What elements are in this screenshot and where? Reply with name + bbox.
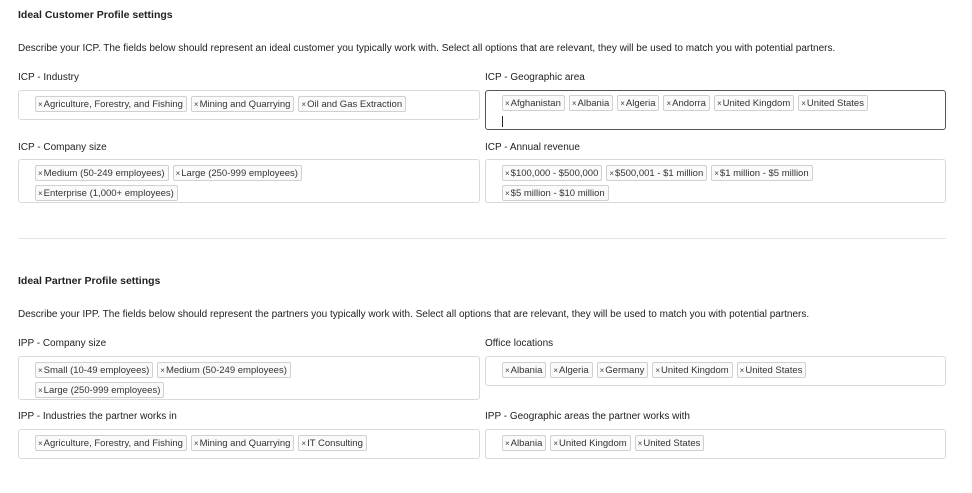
selected-tag <box>550 362 592 378</box>
selected-tag <box>502 95 565 111</box>
selected-tag <box>502 185 609 201</box>
remove-tag-icon[interactable]: × <box>655 365 661 375</box>
tag-label: Algeria <box>559 364 589 376</box>
tag-label: Albania <box>510 437 543 449</box>
ipp-offices-select[interactable] <box>485 356 946 386</box>
tag-label: Germany <box>605 364 645 376</box>
tag-label: Mining and Quarrying <box>199 98 291 110</box>
tag-label: Algeria <box>625 97 656 109</box>
remove-tag-icon[interactable]: × <box>38 385 43 395</box>
remove-tag-icon[interactable]: × <box>599 365 605 375</box>
remove-tag-icon[interactable]: × <box>553 438 559 448</box>
tag-label: United States <box>806 97 864 109</box>
selected-tag <box>35 382 164 398</box>
tag-label: Small (10-49 employees) <box>43 364 150 376</box>
tag-label: Medium (50-249 employees) <box>165 364 287 376</box>
section-divider <box>18 238 946 239</box>
remove-tag-icon[interactable]: × <box>301 438 307 448</box>
selected-tag <box>737 362 807 378</box>
tag-label: United States <box>745 364 803 376</box>
icp-company-size-select[interactable] <box>18 159 480 203</box>
tag-label: Large (250-999 employees) <box>181 167 298 179</box>
remove-tag-icon[interactable]: × <box>38 99 43 109</box>
tag-label: Enterprise (1,000+ employees) <box>43 187 174 199</box>
selected-tag <box>502 362 546 378</box>
selected-tag <box>35 96 187 112</box>
icp-section-description: Describe your ICP. The fields below should represent an ideal customer you typically work with. Select all options that are relevant, they will be used to match you with potential partners. <box>18 43 836 54</box>
tag-label: $500,001 - $1 million <box>615 167 704 179</box>
remove-tag-icon[interactable]: × <box>38 438 43 448</box>
tag-label: Medium (50-249 employees) <box>43 167 165 179</box>
remove-tag-icon[interactable]: × <box>571 98 577 108</box>
selected-tag <box>711 165 812 181</box>
tag-label: Agriculture, Forestry, and Fishing <box>43 437 183 449</box>
ipp-geo-select[interactable] <box>485 429 946 459</box>
selected-tag <box>191 435 295 451</box>
selected-tag <box>502 435 546 451</box>
selected-tag <box>502 165 602 181</box>
remove-tag-icon[interactable]: × <box>193 438 199 448</box>
icp-revenue-label: ICP - Annual revenue <box>485 142 580 153</box>
selected-tag <box>606 165 707 181</box>
selected-tag <box>617 95 659 111</box>
tag-label: $100,000 - $500,000 <box>510 167 599 179</box>
icp-geo-label: ICP - Geographic area <box>485 72 585 83</box>
selected-tag <box>298 96 406 112</box>
tag-label: $1 million - $5 million <box>719 167 809 179</box>
icp-geo-select[interactable] <box>485 90 946 130</box>
remove-tag-icon[interactable]: × <box>666 98 672 108</box>
selected-tag <box>597 362 649 378</box>
tag-label: Agriculture, Forestry, and Fishing <box>43 98 183 110</box>
remove-tag-icon[interactable]: × <box>505 168 510 178</box>
tag-label: Oil and Gas Extraction <box>307 98 403 110</box>
selected-tag <box>798 95 868 111</box>
ipp-company-size-label: IPP - Company size <box>18 338 107 349</box>
ipp-geo-label: IPP - Geographic areas the partner works with <box>485 411 690 422</box>
remove-tag-icon[interactable]: × <box>637 438 643 448</box>
remove-tag-icon[interactable]: × <box>38 365 43 375</box>
remove-tag-icon[interactable]: × <box>801 98 806 108</box>
remove-tag-icon[interactable]: × <box>505 438 510 448</box>
ipp-industries-label: IPP - Industries the partner works in <box>18 411 177 422</box>
remove-tag-icon[interactable]: × <box>620 98 625 108</box>
tag-label: Albania <box>510 364 543 376</box>
icp-industry-label: ICP - Industry <box>18 72 79 83</box>
icp-company-size-label: ICP - Company size <box>18 142 107 153</box>
remove-tag-icon[interactable]: × <box>505 365 510 375</box>
tag-label: Albania <box>577 97 610 109</box>
ipp-section-description: Describe your IPP. The fields below should represent the partners you typically work with. Select all options that are relevant, they will be used to match you with potential partners. <box>18 309 810 320</box>
selected-tag <box>173 165 302 181</box>
selected-tag <box>635 435 705 451</box>
selected-tag <box>35 185 178 201</box>
tag-label: United States <box>643 437 701 449</box>
tag-label: $5 million - $10 million <box>510 187 605 199</box>
selected-tag <box>35 362 153 378</box>
icp-section-title: Ideal Customer Profile settings <box>18 9 173 21</box>
remove-tag-icon[interactable]: × <box>714 168 719 178</box>
selected-tag <box>35 165 169 181</box>
tag-label: Andorra <box>672 97 706 109</box>
remove-tag-icon[interactable]: × <box>160 365 165 375</box>
ipp-offices-label: Office locations <box>485 338 554 349</box>
tag-label: IT Consulting <box>307 437 363 449</box>
tag-label: Mining and Quarrying <box>199 437 291 449</box>
selected-tag <box>550 435 630 451</box>
remove-tag-icon[interactable]: × <box>38 188 43 198</box>
selected-tag <box>298 435 366 451</box>
remove-tag-icon[interactable]: × <box>739 365 745 375</box>
tag-label: Large (250-999 employees) <box>43 384 161 396</box>
selected-tag <box>157 362 291 378</box>
tag-label: Afghanistan <box>510 97 561 109</box>
remove-tag-icon[interactable]: × <box>175 168 181 178</box>
remove-tag-icon[interactable]: × <box>609 168 615 178</box>
selected-tag <box>569 95 613 111</box>
text-cursor <box>502 116 503 127</box>
ipp-section-title: Ideal Partner Profile settings <box>18 275 161 287</box>
remove-tag-icon[interactable]: × <box>193 99 199 109</box>
icp-revenue-select[interactable] <box>485 159 946 203</box>
remove-tag-icon[interactable]: × <box>38 168 43 178</box>
tag-label: United Kingdom <box>722 97 791 109</box>
remove-tag-icon[interactable]: × <box>716 98 722 108</box>
remove-tag-icon[interactable]: × <box>505 188 510 198</box>
remove-tag-icon[interactable]: × <box>553 365 559 375</box>
ipp-industries-select[interactable] <box>18 429 480 459</box>
selected-tag <box>35 435 187 451</box>
selected-tag <box>714 95 794 111</box>
selected-tag <box>652 362 732 378</box>
selected-tag <box>191 96 295 112</box>
remove-tag-icon[interactable]: × <box>301 99 307 109</box>
icp-industry-select[interactable] <box>18 90 480 120</box>
tag-label: United Kingdom <box>559 437 627 449</box>
remove-tag-icon[interactable]: × <box>505 98 510 108</box>
tag-label: United Kingdom <box>661 364 729 376</box>
selected-tag <box>663 95 709 111</box>
ipp-company-size-select[interactable] <box>18 356 480 400</box>
